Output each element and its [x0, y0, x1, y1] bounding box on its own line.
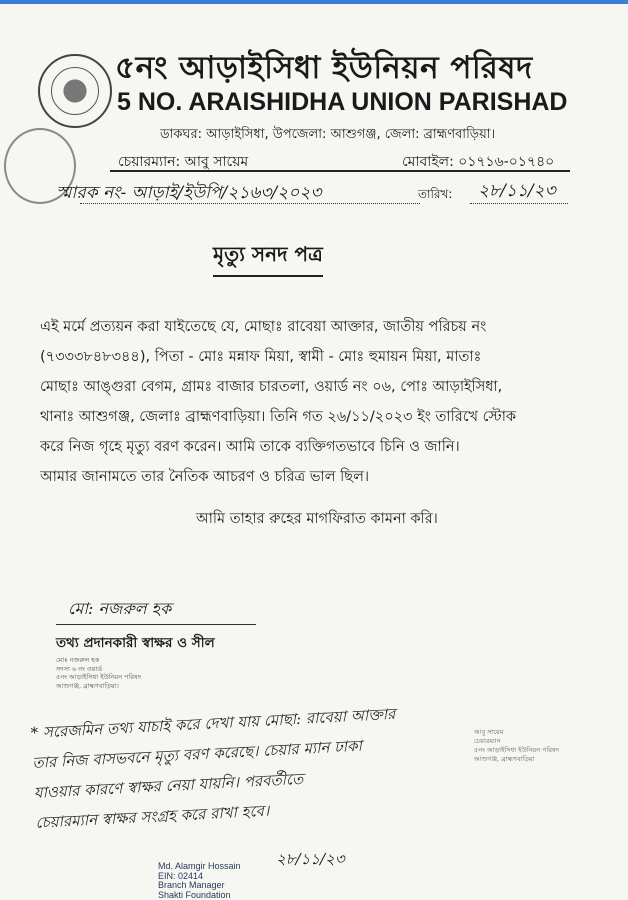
stamp-line: আবু সায়েম — [474, 728, 559, 737]
officer-ein: EIN: 02414 — [158, 872, 241, 882]
certificate-body — [40, 312, 592, 492]
stamp-line: চেয়ারম্যান — [474, 737, 559, 746]
stamp-line: ৫নং আড়াইসিধা ইউনিয়ন পরিষদ — [56, 673, 141, 682]
stamp-line: সদস্য ৬ নং ওয়ার্ড — [56, 665, 141, 674]
informant-stamp — [56, 656, 141, 690]
date-dotted-line — [470, 203, 568, 204]
header-divider — [110, 170, 570, 172]
document-title: মৃত্যু সনদ পত্র — [213, 240, 323, 277]
memo-date: ২৮/১১/২৩ — [478, 178, 556, 206]
memo-number: স্মারক নং- আড়াই/ইউপি/২১৬৩/২০২৩ — [56, 180, 321, 208]
body-line: আমার জানামতে তার নৈতিক আচরণ ও চরিত্র ভাল ছিল। — [40, 462, 592, 492]
officer-org: Shakti Foundation — [158, 891, 241, 900]
handwritten-note — [30, 694, 486, 837]
bangladesh-map-emblem — [51, 67, 99, 115]
body-line: (৭৩৩৩৮৪৮৩৪৪), পিতা - মোঃ মন্নাফ মিয়া, স্বামী - মোঃ হুমায়ন মিয়া, মাতাঃ — [40, 342, 592, 372]
prayer-line: আমি তাহার রুহের মাগফিরাত কামনা করি। — [196, 508, 438, 532]
stamp-line: মোঃ নজরুল হক — [56, 656, 141, 665]
letterhead-title-en: 5 NO. ARAISHIDHA UNION PARISHAD — [117, 88, 568, 117]
government-seal-logo — [38, 54, 112, 128]
chairman-stamp — [474, 728, 559, 764]
note-line: তার নিজ বাসভবনে মৃত্যু বরণ করেছে। চেয়ার ম্যান ঢাকা — [32, 724, 483, 778]
chairman-name: চেয়ারম্যান: আবু সায়েম — [118, 150, 248, 174]
officer-signature-date: ২৮/১১/২৩ — [276, 848, 345, 873]
date-label: তারিখ: — [418, 186, 452, 206]
note-line: চেয়ারম্যান স্বাক্ষর সংগ্রহ করে রাখা হবে। — [35, 784, 486, 838]
signature-line — [56, 624, 256, 625]
stamp-line: আশুগঞ্জ, ব্রাহ্মণবাড়িয়া। — [56, 682, 141, 691]
stamp-line: ৫নং আড়াইসিধা ইউনিয়ন পরিষদ — [474, 746, 559, 755]
officer-stamp — [158, 862, 241, 900]
body-line: এই মর্মে প্রত্যয়ন করা যাইতেছে যে, মোছাঃ রাবেয়া আক্তার, জাতীয় পরিচয় নং — [40, 312, 592, 342]
body-line: মোছাঃ আঙ্গুরা বেগম, গ্রামঃ বাজার চারতলা, ওয়ার্ড নং ০৬, পোঃ আড়াইসিধা, — [40, 372, 592, 402]
note-line: * সরেজমিন তথ্য যাচাই করে দেখা যায় মোছা: রাবেয়া আক্তার — [30, 694, 481, 748]
stamp-line: আশুগঞ্জ, ব্রাহ্মণবাড়িয়া — [474, 755, 559, 764]
memo-dotted-line — [80, 203, 420, 204]
mobile-number: মোবাইল: ০১৭১৬-০১৭৪০ — [402, 150, 554, 174]
informant-signature-label: তথ্য প্রদানকারী স্বাক্ষর ও সীল — [56, 632, 215, 655]
top-edge-strip — [0, 0, 628, 4]
officer-name: Md. Alamgir Hossain — [158, 862, 241, 872]
letterhead-address: ডাকঘর: আড়াইসিধা, উপজেলা: আশুগঞ্জ, জেলা: ব্রাহ্মণবাড়িয়া। — [160, 125, 495, 146]
letterhead-title-bn: ৫নং আড়াইসিধা ইউনিয়ন পরিষদ — [115, 44, 533, 96]
body-line: থানাঃ আশুগঞ্জ, জেলাঃ ব্রাহ্মণবাড়িয়া। তিনি গত ২৬/১১/২০২৩ ইং তারিখে স্টোক — [40, 402, 592, 432]
informant-handwritten-signature: মো: নজরুল হক — [68, 596, 171, 623]
officer-designation: Branch Manager — [158, 881, 241, 891]
note-line: যাওয়ার কারণে স্বাক্ষর নেয়া যায়নি। পরবর্তীতে — [33, 754, 484, 808]
body-line: করে নিজ গৃহে মৃত্যু বরণ করেন। আমি তাকে ব্যক্তিগতভাবে চিনি ও জানি। — [40, 432, 592, 462]
